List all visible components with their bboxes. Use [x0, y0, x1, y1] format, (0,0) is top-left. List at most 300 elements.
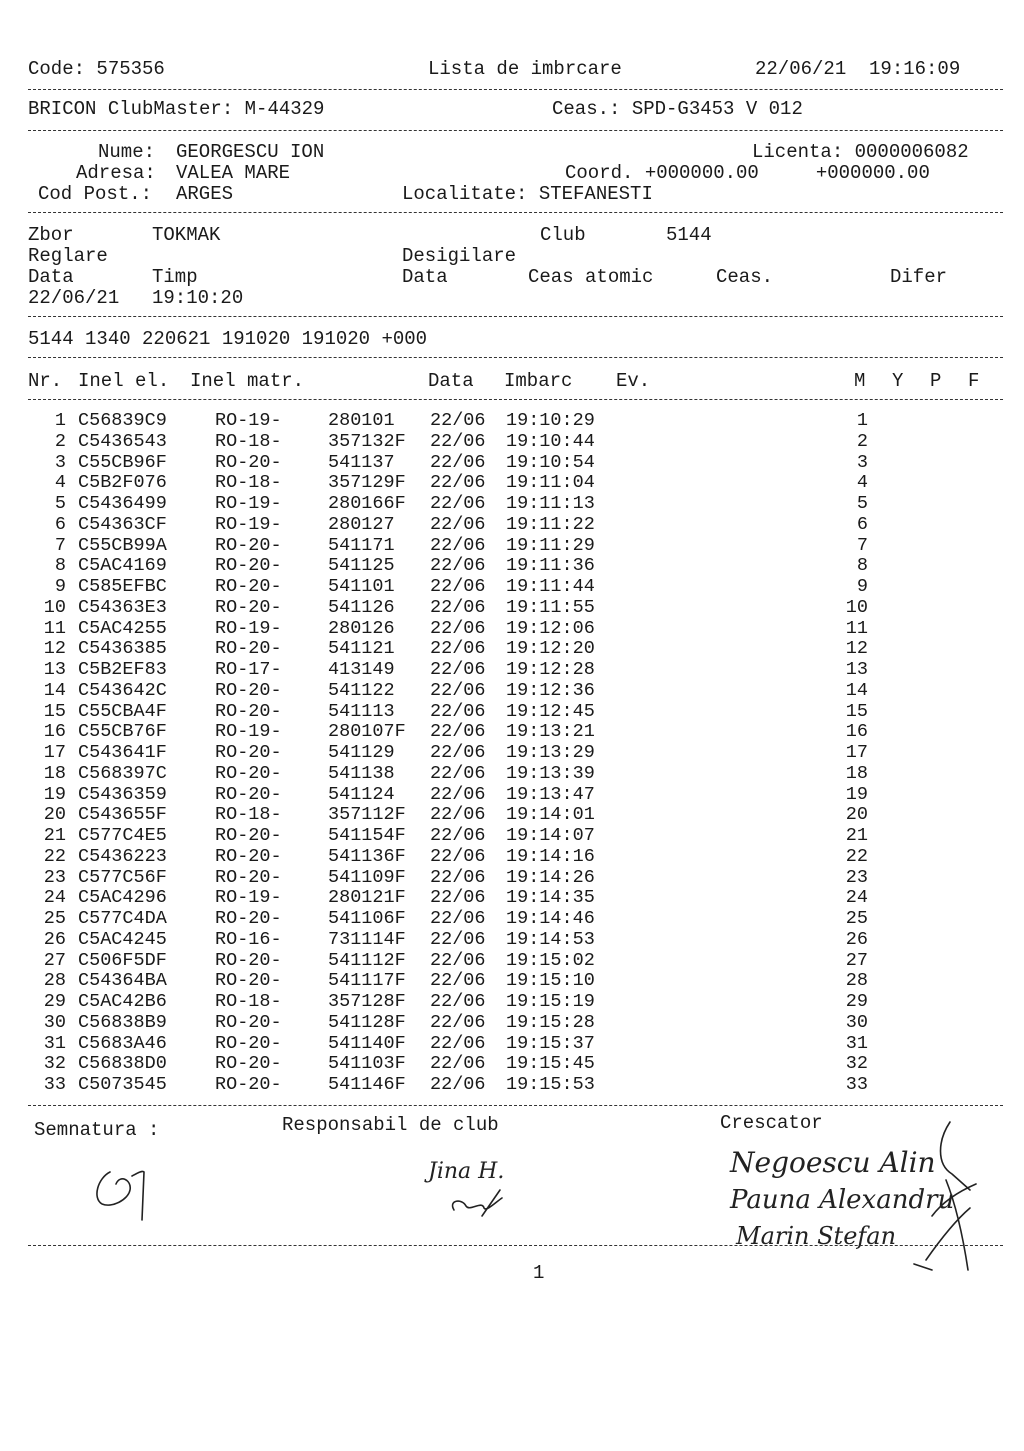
table-row [0, 804, 1024, 825]
row-number: 2 [54, 430, 66, 452]
boarding-time: 19:15:10 [506, 970, 595, 992]
electronic-ring: C54363E3 [78, 596, 167, 618]
divider [28, 1245, 1003, 1246]
boarding-date: 22/06 [430, 928, 486, 950]
boarding-time: 19:14:46 [506, 908, 595, 929]
rank-m: 33 [845, 1074, 868, 1095]
boarding-time: 19:15:53 [506, 1074, 595, 1095]
row-number: 6 [54, 513, 66, 535]
registration-prefix: RO-20- [215, 742, 282, 763]
table-row [0, 535, 1024, 556]
table-row [0, 763, 1024, 784]
boarding-date: 22/06 [430, 887, 486, 909]
boarding-date: 22/06 [430, 908, 486, 929]
row-number: 3 [54, 451, 66, 473]
registration-number: 541138 [328, 762, 395, 784]
col-header-y: Y [892, 370, 904, 392]
registration-number: 541124 [328, 783, 395, 805]
boarding-time: 19:12:28 [506, 659, 595, 680]
row-number: 9 [54, 576, 66, 597]
row-number: 25 [43, 908, 66, 929]
boarding-date: 22/06 [430, 845, 486, 867]
electronic-ring: C5AC4169 [78, 555, 167, 577]
boarding-time: 19:10:44 [506, 430, 595, 452]
table-row [0, 1033, 1024, 1054]
clubmaster-id: BRICON ClubMaster: M-44329 [28, 98, 325, 120]
boarding-time: 19:13:21 [506, 721, 595, 743]
row-number: 13 [43, 659, 66, 680]
divider [28, 399, 1003, 400]
row-number: 20 [43, 804, 66, 826]
boarding-date: 22/06 [430, 679, 486, 701]
registration-prefix: RO-20- [215, 1074, 282, 1095]
registration-number: 541101 [328, 576, 395, 597]
electronic-ring: C5436385 [78, 638, 167, 660]
registration-number: 731114F [328, 928, 406, 950]
row-number: 29 [43, 991, 66, 1012]
rank-m: 19 [845, 783, 868, 805]
registration-number: 541171 [328, 534, 395, 556]
unsealing-label: Desigilare [402, 245, 517, 267]
electronic-ring: C5AC4255 [78, 617, 167, 639]
owner-postcode: ARGES [176, 183, 234, 205]
registration-prefix: RO-19- [215, 721, 282, 743]
boarding-date: 22/06 [430, 430, 486, 452]
boarding-time: 19:14:35 [506, 887, 595, 909]
col-header-nr: Nr. [28, 370, 63, 392]
rank-m: 20 [845, 804, 868, 826]
electronic-ring: C55CB76F [78, 721, 167, 743]
rank-m: 23 [845, 866, 868, 888]
registration-number: 357112F [328, 804, 406, 826]
rank-m: 4 [856, 472, 868, 494]
col-header-event: Ev. [616, 370, 651, 392]
registration-prefix: RO-20- [215, 783, 282, 805]
table-row [0, 867, 1024, 888]
registration-prefix: RO-20- [215, 866, 282, 888]
name-label: Nume: [98, 141, 156, 163]
row-number: 22 [43, 845, 66, 867]
rank-m: 32 [845, 1053, 868, 1075]
boarding-date: 22/06 [430, 866, 486, 888]
responsible-signature-text: Jina H. [428, 1159, 505, 1184]
registration-number: 541128F [328, 1011, 406, 1033]
boarding-time: 19:15:02 [506, 949, 595, 971]
table-row [0, 701, 1024, 722]
row-number: 23 [43, 866, 66, 888]
table-row [0, 493, 1024, 514]
row-number: 24 [43, 887, 66, 909]
boarding-time: 19:13:47 [506, 783, 595, 805]
row-number: 30 [43, 1011, 66, 1033]
divider [28, 130, 1003, 131]
registration-number: 357132F [328, 430, 406, 452]
registration-prefix: RO-16- [215, 928, 282, 950]
table-row [0, 970, 1024, 991]
registration-prefix: RO-19- [215, 617, 282, 639]
electronic-ring: C5073545 [78, 1074, 167, 1095]
table-row [0, 929, 1024, 950]
electronic-ring: C5436499 [78, 493, 167, 514]
boarding-date: 22/06 [430, 659, 486, 680]
registration-prefix: RO-20- [215, 825, 282, 846]
rank-m: 16 [845, 721, 868, 743]
licence-number: Licenta: 0000006082 [752, 141, 969, 163]
boarding-date: 22/06 [430, 638, 486, 660]
electronic-ring: C54364BA [78, 970, 167, 992]
registration-prefix: RO-20- [215, 1053, 282, 1075]
boarding-date: 22/06 [430, 762, 486, 784]
electronic-ring: C56838D0 [78, 1053, 167, 1075]
owner-address: VALEA MARE [176, 162, 291, 184]
registration-prefix: RO-20- [215, 534, 282, 556]
col-header-p: P [930, 370, 942, 392]
col-header-f: F [968, 370, 980, 392]
rank-m: 21 [845, 825, 868, 846]
boarding-date: 22/06 [430, 472, 486, 494]
rank-m: 13 [845, 659, 868, 680]
table-row [0, 659, 1024, 680]
registration-number: 541113 [328, 700, 395, 722]
divider [28, 1105, 1003, 1106]
club-responsible-label: Responsabil de club [282, 1114, 499, 1136]
registration-number: 541129 [328, 742, 395, 763]
rank-m: 18 [845, 762, 868, 784]
boarding-date: 22/06 [430, 513, 486, 535]
breeder-signature-3: Marin Stefan [736, 1222, 897, 1250]
col-header-registration-ring: Inel matr. [190, 370, 305, 392]
registration-prefix: RO-19- [215, 410, 282, 431]
registration-prefix: RO-19- [215, 493, 282, 514]
boarding-date: 22/06 [430, 534, 486, 556]
table-row [0, 846, 1024, 867]
registration-number: 541112F [328, 949, 406, 971]
boarding-time: 19:14:16 [506, 845, 595, 867]
rank-m: 11 [845, 617, 868, 639]
registration-number: 280107F [328, 721, 406, 743]
registration-prefix: RO-18- [215, 804, 282, 826]
page-number: 1 [533, 1262, 545, 1284]
table-row [0, 514, 1024, 535]
boarding-time: 19:11:44 [506, 576, 595, 597]
electronic-ring: C5B2F076 [78, 472, 167, 494]
rank-m: 8 [856, 555, 868, 577]
boarding-date: 22/06 [430, 1032, 486, 1054]
boarding-time: 19:15:19 [506, 991, 595, 1012]
electronic-ring: C568397C [78, 762, 167, 784]
row-number: 27 [43, 949, 66, 971]
registration-prefix: RO-20- [215, 970, 282, 992]
registration-number: 541140F [328, 1032, 406, 1054]
responsible-signature [420, 1150, 560, 1230]
registration-prefix: RO-20- [215, 700, 282, 722]
registration-prefix: RO-20- [215, 555, 282, 577]
electronic-ring: C5436359 [78, 783, 167, 805]
row-number: 15 [43, 700, 66, 722]
boarding-date: 22/06 [430, 700, 486, 722]
registration-number: 280101 [328, 410, 395, 431]
row-number: 21 [43, 825, 66, 846]
electronic-ring: C506F5DF [78, 949, 167, 971]
registration-number: 541117F [328, 970, 406, 992]
boarding-time: 19:14:07 [506, 825, 595, 846]
boarding-time: 19:14:26 [506, 866, 595, 888]
electronic-ring: C56839C9 [78, 410, 167, 431]
boarding-date: 22/06 [430, 1053, 486, 1075]
table-row [0, 908, 1024, 929]
boarding-date: 22/06 [430, 596, 486, 618]
postcode-label: Cod Post.: [38, 183, 153, 205]
electronic-ring: C5683A46 [78, 1032, 167, 1054]
boarding-date: 22/06 [430, 721, 486, 743]
registration-prefix: RO-20- [215, 596, 282, 618]
registration-number: 280126 [328, 617, 395, 639]
electronic-ring: C5AC4245 [78, 928, 167, 950]
boarding-time: 19:11:36 [506, 555, 595, 577]
boarding-time: 19:11:29 [506, 534, 595, 556]
table-row [0, 1053, 1024, 1074]
registration-number: 413149 [328, 659, 395, 680]
electronic-ring: C577C4E5 [78, 825, 167, 846]
sync-summary-line: 5144 1340 220621 191020 191020 +000 [28, 328, 428, 350]
registration-number: 357129F [328, 472, 406, 494]
boarding-date: 22/06 [430, 1011, 486, 1033]
electronic-ring: C543641F [78, 742, 167, 763]
row-number: 12 [43, 638, 66, 660]
table-row [0, 597, 1024, 618]
row-number: 17 [43, 742, 66, 763]
rank-m: 30 [845, 1011, 868, 1033]
registration-prefix: RO-20- [215, 1032, 282, 1054]
breeder-signatures [700, 1120, 1000, 1280]
boarding-date: 22/06 [430, 804, 486, 826]
flight-label: Zbor [28, 224, 74, 246]
boarding-date: 22/06 [430, 555, 486, 577]
electronic-ring: C577C56F [78, 866, 167, 888]
owner-locality: Localitate: STEFANESTI [402, 183, 653, 205]
table-row [0, 784, 1024, 805]
registration-number: 541137 [328, 451, 395, 473]
row-number: 14 [43, 679, 66, 701]
table-row [0, 721, 1024, 742]
divider [28, 212, 1003, 213]
rank-m: 22 [845, 845, 868, 867]
rank-m: 7 [856, 534, 868, 556]
address-label: Adresa: [76, 162, 156, 184]
divider [28, 357, 1003, 358]
rank-m: 10 [845, 596, 868, 618]
registration-prefix: RO-20- [215, 638, 282, 660]
registration-prefix: RO-20- [215, 576, 282, 597]
row-number: 7 [54, 534, 66, 556]
clock-label: Ceas. [716, 266, 774, 288]
registration-number: 541154F [328, 825, 406, 846]
table-row [0, 950, 1024, 971]
registration-number: 541136F [328, 845, 406, 867]
boarding-date: 22/06 [430, 991, 486, 1012]
boarding-date: 22/06 [430, 617, 486, 639]
boarding-time: 19:12:36 [506, 679, 595, 701]
rank-m: 6 [856, 513, 868, 535]
difference-label: Difer [890, 266, 948, 288]
rank-m: 15 [845, 700, 868, 722]
electronic-ring: C585EFBC [78, 576, 167, 597]
table-row [0, 638, 1024, 659]
registration-number: 280121F [328, 887, 406, 909]
setting-label: Reglare [28, 245, 108, 267]
divider [28, 89, 1003, 90]
breeder-signature-1: Negoescu Alin [730, 1146, 936, 1179]
boarding-time: 19:11:55 [506, 596, 595, 618]
registration-prefix: RO-20- [215, 845, 282, 867]
breeder-signature-2: Pauna Alexandru [730, 1185, 955, 1215]
boarding-time: 19:12:45 [506, 700, 595, 722]
registration-prefix: RO-18- [215, 430, 282, 452]
rank-m: 9 [856, 576, 868, 597]
setting-date: 22/06/21 [28, 287, 120, 309]
electronic-ring: C55CB96F [78, 451, 167, 473]
owner-name: GEORGESCU ION [176, 141, 325, 163]
col-header-date: Data [428, 370, 474, 392]
registration-prefix: RO-20- [215, 949, 282, 971]
electronic-ring: C5AC4296 [78, 887, 167, 909]
registration-number: 541146F [328, 1074, 406, 1095]
club-label: Club [540, 224, 586, 246]
boarding-date: 22/06 [430, 410, 486, 431]
registration-prefix: RO-19- [215, 513, 282, 535]
boarding-time: 19:15:28 [506, 1011, 595, 1033]
table-row [0, 991, 1024, 1012]
table-row [0, 618, 1024, 639]
rank-m: 1 [856, 410, 868, 431]
registration-number: 541103F [328, 1053, 406, 1075]
document-title: Lista de imbrcare [428, 58, 622, 80]
boarding-time: 19:15:45 [506, 1053, 595, 1075]
rank-m: 2 [856, 430, 868, 452]
row-number: 26 [43, 928, 66, 950]
electronic-ring: C5436543 [78, 430, 167, 452]
registration-prefix: RO-18- [215, 991, 282, 1012]
rank-m: 3 [856, 451, 868, 473]
registration-number: 541121 [328, 638, 395, 660]
clock-id: Ceas.: SPD-G3453 V 012 [552, 98, 803, 120]
boarding-date: 22/06 [430, 493, 486, 514]
table-row [0, 680, 1024, 701]
electronic-ring: C543655F [78, 804, 167, 826]
time-label: Timp [152, 266, 198, 288]
registration-prefix: RO-19- [215, 887, 282, 909]
boarding-date: 22/06 [430, 742, 486, 763]
atomic-clock-label: Ceas atomic [528, 266, 654, 288]
row-number: 4 [54, 472, 66, 494]
club-number: 5144 [666, 224, 712, 246]
boarding-time: 19:13:29 [506, 742, 595, 763]
registration-number: 541109F [328, 866, 406, 888]
registration-prefix: RO-18- [215, 472, 282, 494]
row-number: 1 [54, 410, 66, 431]
boarding-time: 19:12:20 [506, 638, 595, 660]
electronic-ring: C56838B9 [78, 1011, 167, 1033]
boarding-date: 22/06 [430, 825, 486, 846]
table-row [0, 452, 1024, 473]
registration-prefix: RO-17- [215, 659, 282, 680]
col-header-m: M [854, 370, 866, 392]
boarding-time: 19:14:01 [506, 804, 595, 826]
boarding-time: 19:14:53 [506, 928, 595, 950]
row-number: 18 [43, 762, 66, 784]
breeder-label: Crescator [720, 1112, 823, 1134]
table-row [0, 472, 1024, 493]
boarding-date: 22/06 [430, 1074, 486, 1095]
table-row [0, 742, 1024, 763]
electronic-ring: C55CBA4F [78, 700, 167, 722]
row-number: 32 [43, 1053, 66, 1075]
registration-number: 541122 [328, 679, 395, 701]
list-code: Code: 575356 [28, 58, 165, 80]
electronic-ring: C543642C [78, 679, 167, 701]
row-number: 11 [43, 617, 66, 639]
registration-number: 357128F [328, 991, 406, 1012]
rank-m: 26 [845, 928, 868, 950]
rank-m: 28 [845, 970, 868, 992]
rank-m: 17 [845, 742, 868, 763]
col-header-boarding: Imbarc [504, 370, 573, 392]
rank-m: 5 [856, 493, 868, 514]
rank-m: 25 [845, 908, 868, 929]
boarding-time: 19:11:04 [506, 472, 595, 494]
row-number: 28 [43, 970, 66, 992]
rank-m: 31 [845, 1032, 868, 1054]
table-row [0, 431, 1024, 452]
registration-number: 541126 [328, 596, 395, 618]
boarding-time: 19:15:37 [506, 1032, 595, 1054]
boarding-date: 22/06 [430, 949, 486, 971]
rank-m: 29 [845, 991, 868, 1012]
col-header-electronic-ring: Inel el. [78, 370, 170, 392]
electronic-ring: C54363CF [78, 513, 167, 535]
table-row [0, 887, 1024, 908]
boarding-date: 22/06 [430, 783, 486, 805]
rank-m: 14 [845, 679, 868, 701]
table-row [0, 576, 1024, 597]
registration-number: 541106F [328, 908, 406, 929]
row-number: 5 [54, 493, 66, 514]
table-row [0, 410, 1024, 431]
boarding-time: 19:10:29 [506, 410, 595, 431]
boarding-date: 22/06 [430, 576, 486, 597]
flight-name: TOKMAK [152, 224, 221, 246]
rank-m: 12 [845, 638, 868, 660]
boarding-date: 22/06 [430, 451, 486, 473]
row-number: 19 [43, 783, 66, 805]
registration-prefix: RO-20- [215, 451, 282, 473]
print-datetime: 22/06/21 19:16:09 [755, 58, 961, 80]
registration-prefix: RO-20- [215, 762, 282, 784]
row-number: 10 [43, 596, 66, 618]
registration-number: 541125 [328, 555, 395, 577]
electronic-ring: C5AC42B6 [78, 991, 167, 1012]
unsealing-date-label: Data [402, 266, 448, 288]
divider [28, 316, 1003, 317]
setting-time: 19:10:20 [152, 287, 244, 309]
row-number: 8 [54, 555, 66, 577]
table-row [0, 825, 1024, 846]
boarding-time: 19:11:13 [506, 493, 595, 514]
electronic-ring: C55CB99A [78, 534, 167, 556]
electronic-ring: C5B2EF83 [78, 659, 167, 680]
boarding-date: 22/06 [430, 970, 486, 992]
rank-m: 27 [845, 949, 868, 971]
